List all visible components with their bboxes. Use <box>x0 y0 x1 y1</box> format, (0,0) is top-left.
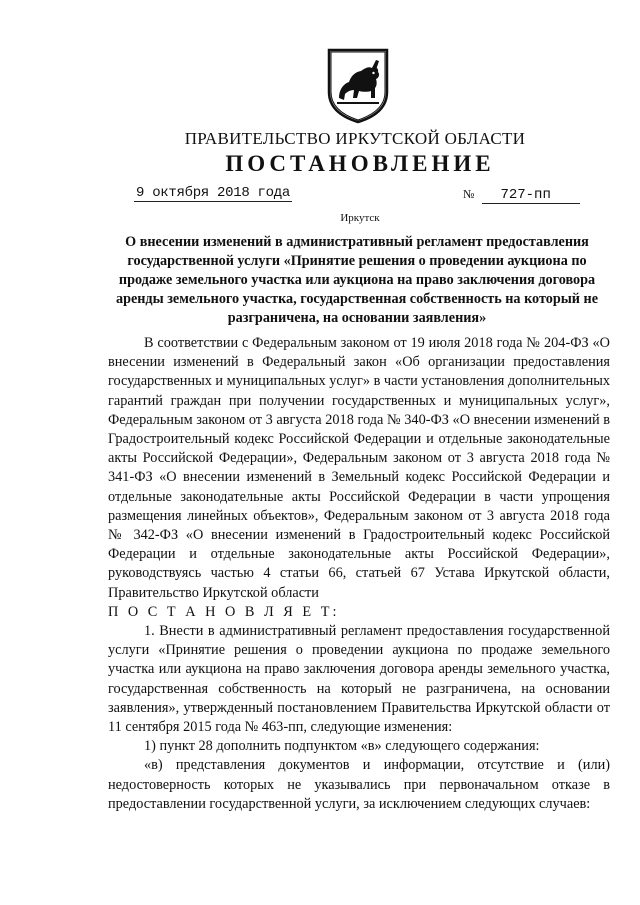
organization-name: ПРАВИТЕЛЬСТВО ИРКУТСКОЙ ОБЛАСТИ <box>184 129 526 148</box>
number-label: № <box>463 187 475 201</box>
subitem-1-paragraph: 1) пункт 28 дополнить подпунктом «в» следующего содержания: <box>144 738 540 755</box>
item-1-paragraph: 1. Внести в административный регламент предоставления государственной услуги «Принятие решения о проведении аукциона по продаже земельного участка или аукциона на право заключения договора аренды земельного участка, государственная собственность на который не разграничена, на основании заявления», утвержденный постановлением Правительства Иркутской области от 11 сентября 2015 года № 463-пп, следующие изменения: <box>108 623 610 736</box>
document-body <box>108 334 610 814</box>
document-date <box>134 185 292 201</box>
date-value: 9 октября 2018 года <box>136 185 290 201</box>
document-number <box>463 187 580 204</box>
number-value: 727-пп <box>482 187 580 204</box>
irkutsk-coat-of-arms-icon <box>325 46 391 124</box>
quote-paragraph: «в) представления документов и информации, отсутствие и (или) недостоверность которых не указывались при первоначальном отказе в предоставлении государственной услуги, за исключением следующих случаев: <box>108 757 610 812</box>
document-type: ПОСТАНОВЛЕНИЕ <box>225 151 495 176</box>
preamble-paragraph: В соответствии с Федеральным законом от 19 июля 2018 года № 204-ФЗ «О внесении изменений в Федеральный закон «Об организации предоставления государственных и муниципальных услуг» в части установления дополнительных гарантий граждан при получении государственных и муниципальных услуг», Федеральным законом от 3 августа 2018 года № 340-ФЗ «О внесении изменений в Градостроительный кодекс Российской Федерации и отдельные законодательные акты Российской Федерации», Федеральным законом от 3 августа 2018 года № 341-ФЗ «О внесении изменений в Земельный кодекс Российской Федерации и отдельные законодательные акты Российской Федерации в части упрощения размещения линейных объектов», Федеральным законом от 3 августа 2018 года № 342-ФЗ «О внесении изменений в Градостроительный кодекс Российской Федерации и отдельные законодательные акты Российской Федерации», руководствуясь частью 4 статьи 66, статьей 67 Устава Иркутской области, Правительство Иркутской области <box>108 335 610 601</box>
decree-heading: П О С Т А Н О В Л Я Е Т: <box>108 603 340 620</box>
city-name: Иркутск <box>340 212 380 224</box>
document-title: О внесении изменений в административный регламент предоставления государственной услуги «Принятие решения о проведении аукциона по продаже земельного участка или аукциона на право заключения договора аренды земельного участка, государственная собственность на который не разграничена, на основании заявления» <box>115 234 599 326</box>
